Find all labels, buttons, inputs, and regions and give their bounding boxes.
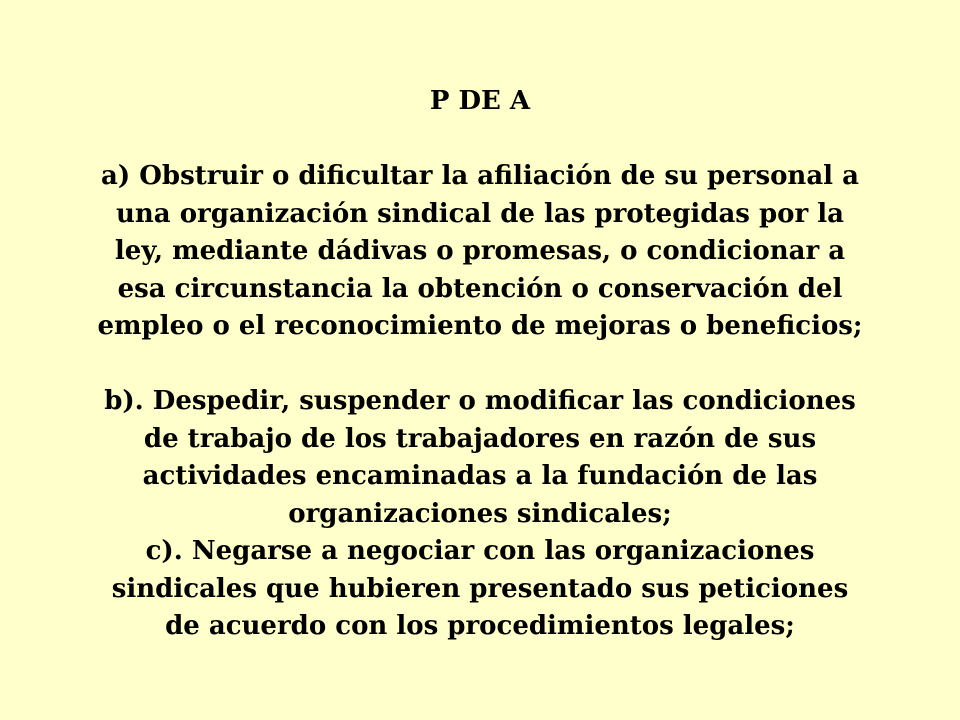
text-line: una organización sindical de las protegidas por la [116, 198, 844, 229]
text-line: c). Negarse a negociar con las organizaciones [145, 536, 815, 566]
text-line: empleo o el reconocimiento de mejoras o beneficios; [97, 311, 863, 341]
text-line: de trabajo de los trabajadores en razón de sus [143, 423, 817, 454]
slide-title: P DE A [429, 86, 531, 116]
text-line: esa circunstancia la obtención o conservación del [117, 273, 843, 304]
text-line: de acuerdo con los procedimientos legales; [165, 611, 795, 641]
text-line: sindicales que hubieren presentado sus peticiones [111, 573, 849, 604]
text-line: actividades encaminadas a la fundación de las [142, 461, 818, 491]
slide-body [20, 158, 940, 646]
text-line: ley, mediante dádivas o promesas, o condicionar a [114, 236, 846, 266]
paragraph-a [20, 158, 940, 346]
text-line: organizaciones sindicales; [288, 498, 672, 529]
text-line: a) Obstruir o dificultar la afiliación de su personal a [101, 161, 859, 191]
paragraph-c [20, 533, 940, 646]
paragraph-b [20, 383, 940, 533]
text-line: b). Despedir, suspender o modificar las condiciones [104, 386, 856, 416]
